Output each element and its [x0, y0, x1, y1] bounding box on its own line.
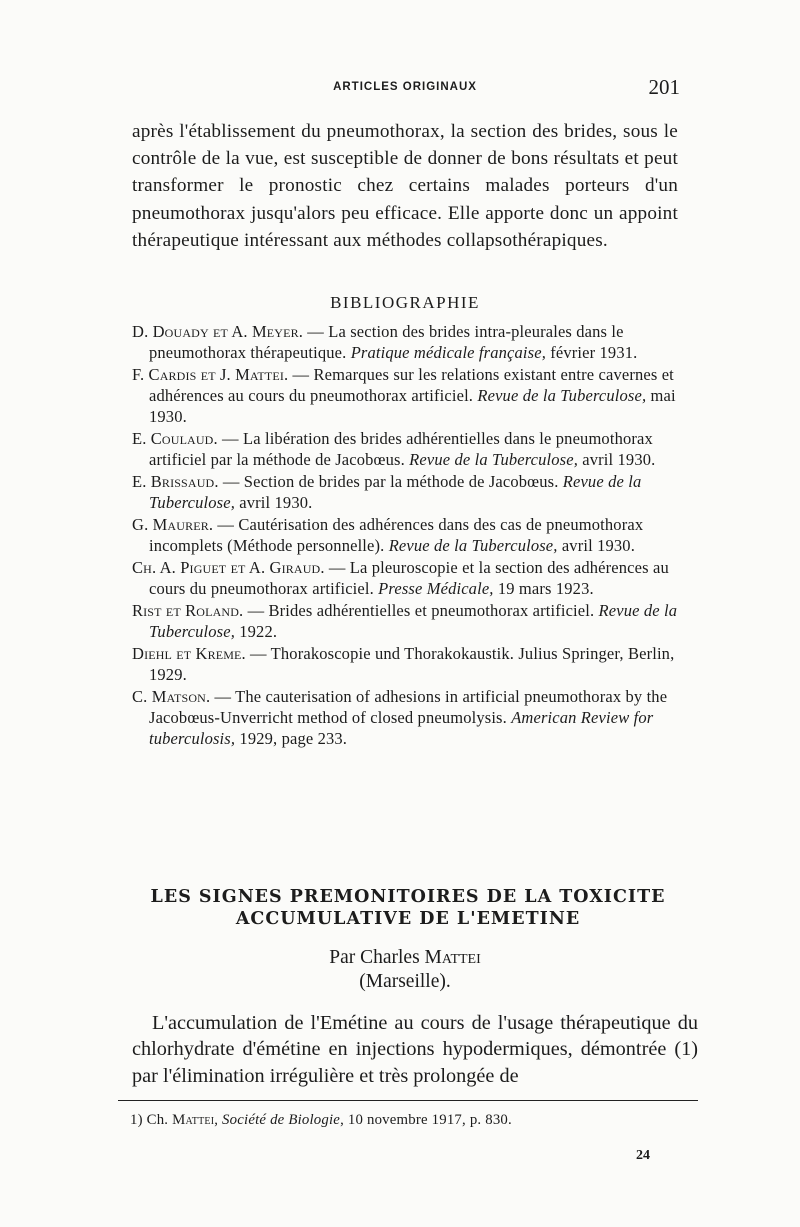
byline	[130, 946, 680, 994]
running-head: ARTICLES ORIGINAUX	[333, 81, 477, 93]
entry-date: 1922.	[234, 622, 278, 641]
entry-author: E. Coulaud.	[132, 429, 218, 448]
bibliography-entry	[132, 364, 698, 427]
affiliation: (Marseille).	[359, 971, 451, 992]
bibliography-entry	[132, 471, 698, 513]
entry-text: — The cauterisation of adhesions in artificial pneumothorax by the Jacobœus-Unverricht method of closed pneumolysis.	[149, 687, 668, 727]
bibliography-heading: BIBLIOGRAPHIE	[330, 293, 480, 312]
entry-text: — Section de brides par la méthode de Jacobœus.	[218, 472, 563, 491]
entry-author: G. Maurer.	[132, 515, 214, 534]
entry-date: 19 mars 1923.	[493, 579, 594, 598]
entry-date: 1929, page 233.	[235, 729, 348, 748]
author-name: Mattei	[424, 947, 481, 968]
article-title	[118, 886, 698, 930]
entry-author: E. Brissaud.	[132, 472, 219, 491]
entry-date: février 1931.	[545, 343, 638, 362]
entry-text: — La pleuroscopie et la section des adhérences au cours du pneumothorax artificiel.	[149, 558, 669, 598]
entry-journal: Presse Médicale,	[378, 579, 494, 598]
footnote-author: Mattei	[172, 1112, 215, 1128]
bibliography-entry	[132, 514, 698, 556]
running-header	[130, 75, 680, 99]
bibliography-entry	[132, 600, 698, 642]
opening-paragraph: L'accumulation de l'Emétine au cours de l'usage thérapeutique du chlorhydrate d'émétine en injections hypodermiques, démontrée (1) par l'élimination irrégulière et très prolongée de	[132, 1012, 698, 1087]
bibliography-entry	[132, 557, 698, 599]
entry-date: avril 1930.	[578, 450, 656, 469]
entry-author: Diehl et Kreme.	[132, 644, 246, 663]
footnote-sep: ,	[214, 1112, 223, 1128]
entry-text: — La libération des brides adhérentielles dans le pneumothorax artificiel par la méthode de Jacobœus.	[149, 429, 653, 469]
entry-journal: American Review for tuberculosis,	[149, 708, 654, 748]
entry-journal: Revue de la Tuberculose,	[388, 536, 558, 555]
entry-journal: Revue de la Tuberculose,	[477, 386, 647, 405]
entry-journal: Pratique médicale française,	[350, 343, 546, 362]
bibliography-entry	[132, 321, 698, 363]
entry-author: Ch. A. Piguet et A. Giraud.	[132, 558, 325, 577]
byline-prefix: Par Charles	[329, 947, 425, 968]
entry-date: mai 1930.	[149, 386, 676, 426]
page-number: 201	[648, 75, 680, 99]
entry-journal: Revue de la Tuberculose,	[149, 601, 678, 641]
entry-text: — Thorakoscopie und Thorakokaustik. Julius Springer, Berlin, 1929.	[149, 644, 675, 684]
article-title-line: LES SIGNES PREMONITOIRES DE LA TOXICITE	[150, 887, 666, 907]
footnote-journal: Société de Biologie	[222, 1112, 341, 1128]
footnote	[130, 1112, 680, 1129]
article-title-line: ACCUMULATIVE DE L'EMETINE	[235, 909, 581, 929]
footnote-details: , 10 novembre 1917, p. 830.	[340, 1112, 512, 1128]
signature-mark: 24	[636, 1148, 650, 1163]
entry-journal: Revue de la Tuberculose,	[149, 472, 642, 512]
bibliography-entry	[132, 686, 698, 749]
entry-author: D. Douady et A. Meyer.	[132, 322, 304, 341]
bibliography-entry	[132, 643, 698, 685]
entry-journal: Revue de la Tuberculose,	[409, 450, 578, 469]
entry-text: — Brides adhérentielles et pneumothorax artificiel.	[243, 601, 599, 620]
bibliography-entry	[132, 428, 698, 470]
footnote-divider	[118, 1100, 698, 1101]
entry-text: — Cautérisation des adhérences dans des cas de pneumothorax incomplets (Méthode personnelle).	[149, 515, 644, 555]
footnote-prefix: 1) Ch.	[130, 1112, 173, 1128]
entry-date: avril 1930.	[557, 536, 635, 555]
entry-text: — La section des brides intra-pleurales dans le pneumothorax thérapeutique.	[149, 322, 624, 362]
entry-author: Rist et Roland.	[132, 601, 244, 620]
entry-author: F. Cardis et J. Mattei.	[132, 365, 289, 384]
bibliography-list	[132, 321, 698, 750]
entry-text: — Remarques sur les relations existant entre cavernes et adhérences au cours du pneumothorax artificiel.	[149, 365, 674, 405]
entry-author: C. Matson.	[132, 687, 211, 706]
intro-paragraph: après l'établissement du pneumothorax, la section des brides, sous le contrôle de la vue, est susceptible de donner de bons résultats et peut transformer le pronostic chez certains malades porteurs d'un pneumothorax jusqu'alors peu efficace. Elle apporte donc un appoint thérapeutique intéressant aux méthodes collapsothérapiques.	[132, 121, 678, 251]
entry-date: avril 1930.	[234, 493, 313, 512]
